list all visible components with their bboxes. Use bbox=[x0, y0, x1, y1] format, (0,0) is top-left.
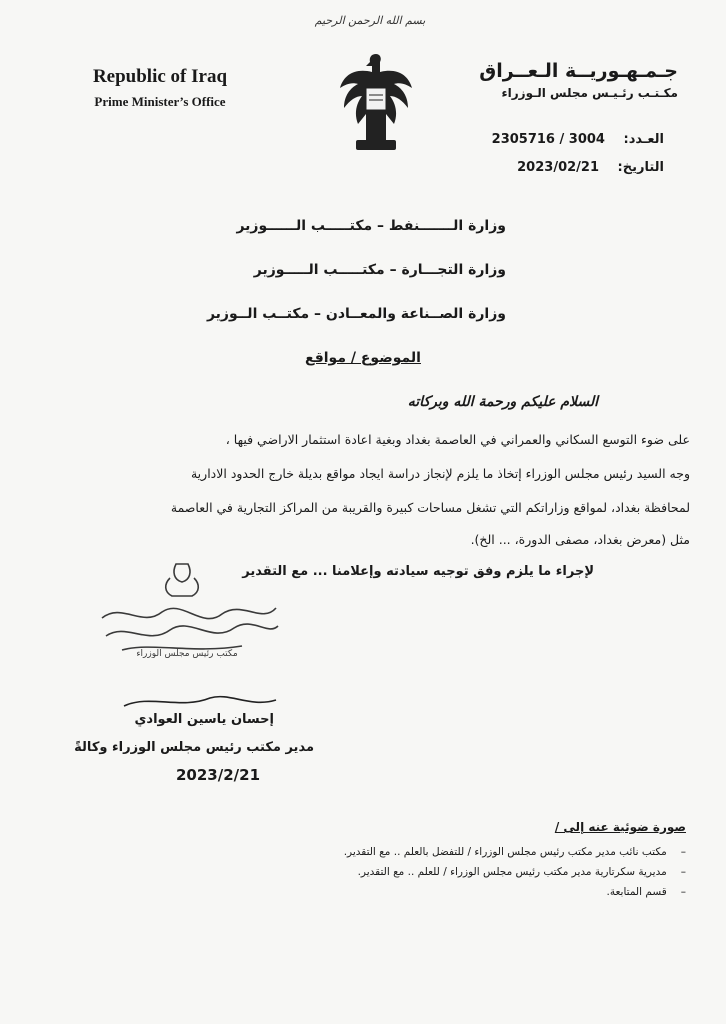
reference-date bbox=[517, 160, 664, 175]
country-name-en: Republic of Iraq bbox=[92, 66, 228, 87]
addressee-oil: وزارة الـــــــنفط – مكتـــــب الــــــوزير bbox=[236, 218, 506, 234]
stamp-caption: مكتب رئيس مجلس الوزراء bbox=[136, 649, 238, 658]
reference-number bbox=[492, 132, 664, 147]
country-name-ar: جـمـهـوريــة الـعــراق bbox=[479, 60, 678, 82]
signature-date: 2023/2/21 bbox=[176, 766, 261, 784]
subject-line: الموضوع / مواقع bbox=[305, 350, 421, 366]
copies-heading: صورة ضوئية عنه إلى / bbox=[554, 820, 686, 834]
reference-date-value: 2023/02/21 bbox=[517, 160, 599, 175]
copy-recipient: –مديرية سكرتارية مدير مكتب رئيس مجلس الوزراء / للعلم .. مع التقدير. bbox=[357, 866, 686, 878]
greeting: السلام عليكم ورحمة الله وبركاته bbox=[407, 394, 598, 410]
copy-recipient-text: قسم المتابعة. bbox=[606, 886, 667, 898]
body-line: لمحافظة بغداد، لمواقع وزاراتكم التي تشغل مساحات كبيرة والقريبة من المراكز التجارية في العاصمة bbox=[170, 500, 690, 515]
body-line: على ضوء التوسع السكاني والعمراني في العاصمة بغداد وبغية اعادة استثمار الاراضي فيها ، bbox=[225, 432, 690, 447]
office-name-ar: مكـتـب رئـيـس مجلس الـوزراء bbox=[501, 86, 678, 100]
body-line: وجه السيد رئيس مجلس الوزراء إتخاذ ما يلزم لإنجاز دراسة ايجاد مواقع بديلة خارج الحدود الادارية bbox=[190, 466, 690, 481]
office-name-en: Prime Minister’s Office bbox=[94, 94, 226, 109]
handwritten-signature bbox=[120, 690, 280, 712]
copy-recipient: –مكتب نائب مدير مكتب رئيس مجلس الوزراء / للتفضل بالعلم .. مع التقدير. bbox=[343, 846, 686, 858]
copy-recipient-text: مكتب نائب مدير مكتب رئيس مجلس الوزراء / للتفضل بالعلم .. مع التقدير. bbox=[343, 846, 667, 858]
body-line: مثل (معرض بغداد، مصفى الدورة، ... الخ). bbox=[470, 532, 690, 547]
iraq-eagle-emblem bbox=[336, 48, 416, 156]
copy-recipient-text: مديرية سكرتارية مدير مكتب رئيس مجلس الوزراء / للعلم .. مع التقدير. bbox=[357, 866, 667, 878]
signatory-name: إحسان ياسين العوادي bbox=[134, 712, 274, 727]
reference-date-label: التاريخ: bbox=[617, 160, 664, 175]
arabic-header bbox=[458, 60, 678, 100]
addressee-industry: وزارة الصــناعة والمعــادن – مكتــب الــوزير bbox=[206, 306, 506, 322]
reference-number-label: العـدد: bbox=[623, 132, 664, 147]
english-header bbox=[60, 66, 260, 110]
basmala: بسم الله الرحمن الرحيم bbox=[314, 14, 426, 27]
closing-line: لإجراء ما يلزم وفق توجيه سيادته وإعلامنا ... مع التقدير bbox=[242, 564, 594, 579]
addressee-trade: وزارة التجـــارة – مكتـــــب الـــــوزير bbox=[253, 262, 506, 278]
reference-number-value: 2305716 / 3004 bbox=[491, 132, 605, 147]
copy-recipient: –قسم المتابعة. bbox=[606, 886, 686, 898]
signatory-title: مدير مكتب رئيس مجلس الوزراء وكالةً bbox=[74, 740, 314, 755]
